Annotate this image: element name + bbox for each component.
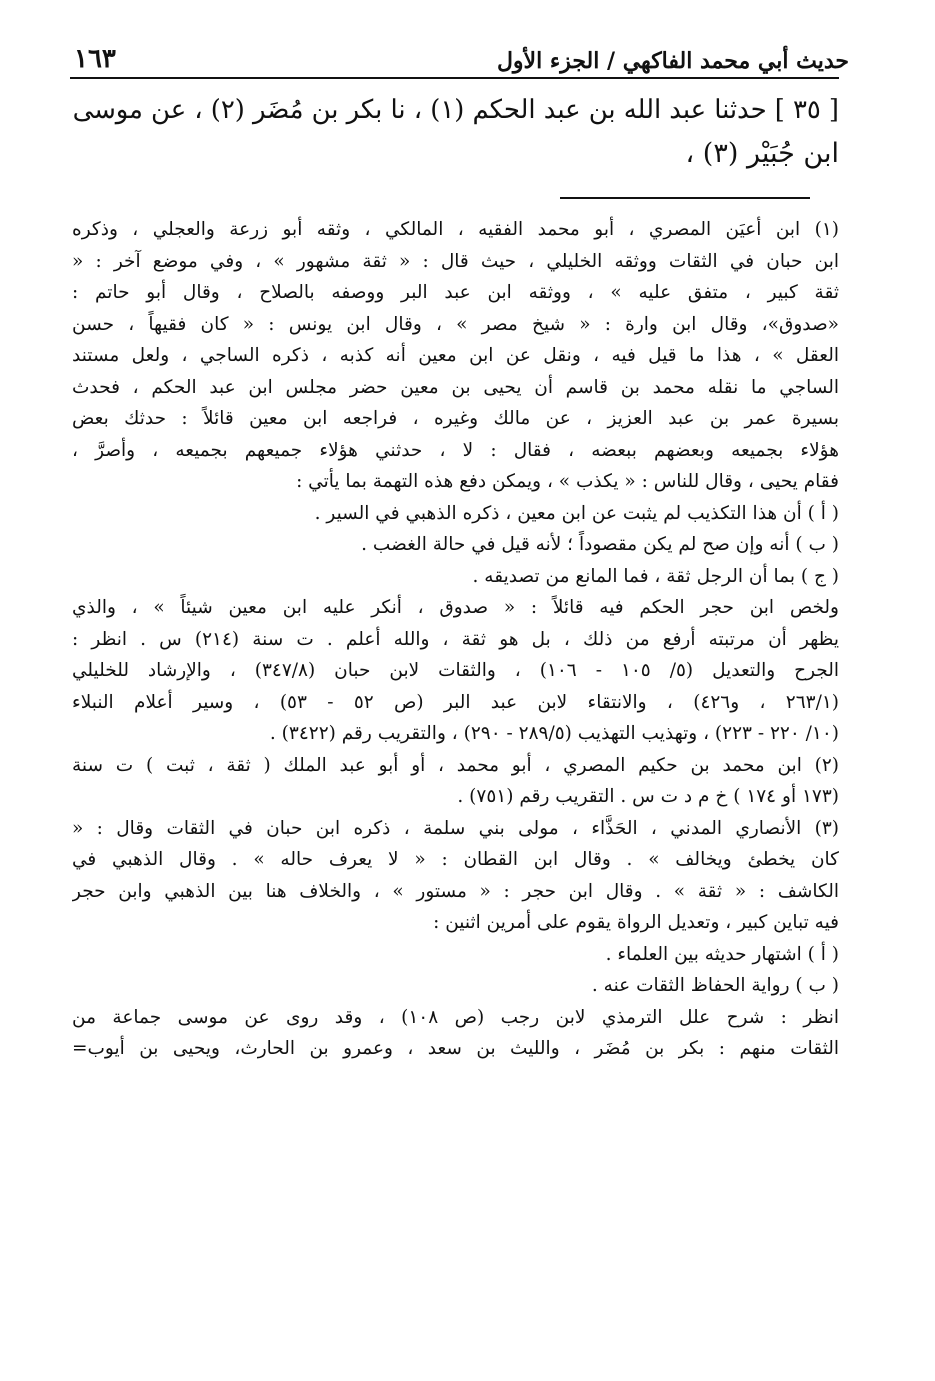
footnote-line: يظهر أن مرتبته أرفع من ذلك ، بل هو ثقة ، والله أعلم . ت سنة (٢١٤) س . انظر : bbox=[72, 628, 839, 650]
footnote-line: بسيرة عمر بن عبد العزيز ، عن مالك وغيره ، فراجعه ابن معين قائلاً : حدثك بعض bbox=[72, 408, 839, 429]
footnote-line: انظر : شرح علل الترمذي لابن رجب (ص ١٠٨) ، وقد روى عن موسى جماعة من bbox=[72, 1006, 839, 1028]
footnote-line: فيه تباين كبير ، وتعديل الرواة يقوم على أمرين اثنين : bbox=[433, 912, 839, 933]
footnote-line: ابن حبان في الثقات ووثقه الخليلي ، حيث قال : « ثقة مشهور » ، وفي موضع آخر : « bbox=[72, 250, 839, 272]
footnote-line: ثقة كبير ، متفق عليه » ، ووثقه ابن عبد البر ووصفه بالصلاح ، وقال أبو حاتم : bbox=[72, 282, 839, 303]
footnote-line: ( أ ) أن هذا التكذيب لم يثبت عن ابن معين ، ذكره الذهبي في السير . bbox=[314, 502, 839, 524]
running-header-title: حديث أبي محمد الفاكهي / الجزء الأول bbox=[496, 48, 849, 74]
hadith-line: [ ٣٥ ] حدثنا عبد الله بن عبد الحكم (١) ، نا بكر بن مُضَر (٢) ، عن موسى bbox=[72, 95, 839, 125]
footnote-line: (١٠/ ٢٢٠ - ٢٢٣) ، وتهذيب التهذيب (٢٨٩/٥ - ٢٩٠) ، والتقريب رقم (٣٤٢٢) . bbox=[269, 723, 839, 744]
footnote-line: ولخص ابن حجر الحكم فيه قائلاً : « صدوق ، أنكر عليه ابن معين شيئاً » ، والذي bbox=[72, 597, 839, 618]
footnote-line: كان يخطئ ويخالف » . وقال ابن القطان : « لا يعرف حاله » . وقال الذهبي في bbox=[72, 849, 839, 870]
footnotes bbox=[72, 214, 839, 1065]
footnote-line: الجرح والتعديل (٥/ ١٠٥ - ١٠٦) ، والثقات لابن حبان (٣٤٧/٨) ، والإرشاد للخليلي bbox=[72, 660, 839, 681]
hadith-line: ابن جُبَيْر (٣) ، bbox=[685, 138, 839, 169]
footnote-line: الثقات منهم : بكر بن مُضَر ، والليث بن سعد ، وعمرو بن الحارث، ويحيى بن أيوب= bbox=[72, 1038, 839, 1059]
footnote-line: الساجي ما نقله محمد بن قاسم أن يحيى بن معين حضر مجلس ابن عبد الحكم ، فحدث bbox=[72, 376, 839, 398]
running-header bbox=[74, 34, 849, 74]
footnote-line: الكاشف : « ثقة » . وقال ابن حجر : « مستور » ، والخلاف هنا بين الذهبي وابن حجر bbox=[72, 880, 839, 902]
footnote-line: (٢٦٣/١ ، و٤٢٦) ، والانتقاء لابن عبد البر (ص ٥٢ - ٥٣) ، وسير أعلام النبلاء bbox=[72, 691, 839, 713]
page-number: ١٦٣ bbox=[74, 44, 116, 74]
footnote-line: ( ب ) رواية الحفاظ الثقات عنه . bbox=[591, 975, 839, 996]
footnote-line: (٢) ابن محمد بن حكيم المصري ، أبو محمد ، أو أبو عبد الملك ( ثقة ، ثبت ) ت سنة bbox=[72, 754, 839, 776]
footnote-line: (٣) الأنصاري المدني ، الحَذَّاء ، مولى بني سلمة ، ذكره ابن حبان في الثقات وقال : « bbox=[72, 817, 839, 839]
footnote-line: ( ب ) أنه وإن صح لم يكن مقصوداً ؛ لأنه قيل في حالة الغضب . bbox=[361, 534, 839, 555]
footnote-line: (١) ابن أعيَن المصري ، أبو محمد الفقيه ، المالكي ، وثقه أبو زرعة والعجلي ، وذكره bbox=[72, 219, 839, 240]
footnote-line: (١٧٣ أو ١٧٤ ) خ م د ت س . التقريب رقم (٧٥١) . bbox=[457, 786, 839, 807]
footnote-line: هؤلاء بجميعه وبعضهم ببعضه ، فقال : لا ، حدثني هؤلاء جميعهم بجميعه ، وأصرَّ ، bbox=[72, 439, 839, 461]
footnote-line: العقل » ، هذا ما قيل فيه ، ونقل عن ابن معين أنه كذبه ، ذكره الساجي ، ولعل مستند bbox=[72, 345, 839, 366]
footnote-line: ( ج ) بما أن الرجل ثقة ، فما المانع من تصديقه . bbox=[472, 565, 839, 587]
footnote-line: ( أ ) اشتهار حديثه بين العلماء . bbox=[605, 943, 839, 965]
header-rule bbox=[70, 77, 839, 79]
footnote-line: «صدوق»، وقال ابن وارة : « شيخ مصر » ، وقال ابن يونس : « كان فقيهاً ، حسن bbox=[72, 313, 839, 335]
hadith-text bbox=[72, 88, 839, 176]
footnote-line: فقام يحيى ، وقال للناس : « يكذب » ، ويمكن دفع هذه التهمة بما يأتي : bbox=[296, 471, 839, 492]
footnote-separator bbox=[560, 197, 810, 199]
